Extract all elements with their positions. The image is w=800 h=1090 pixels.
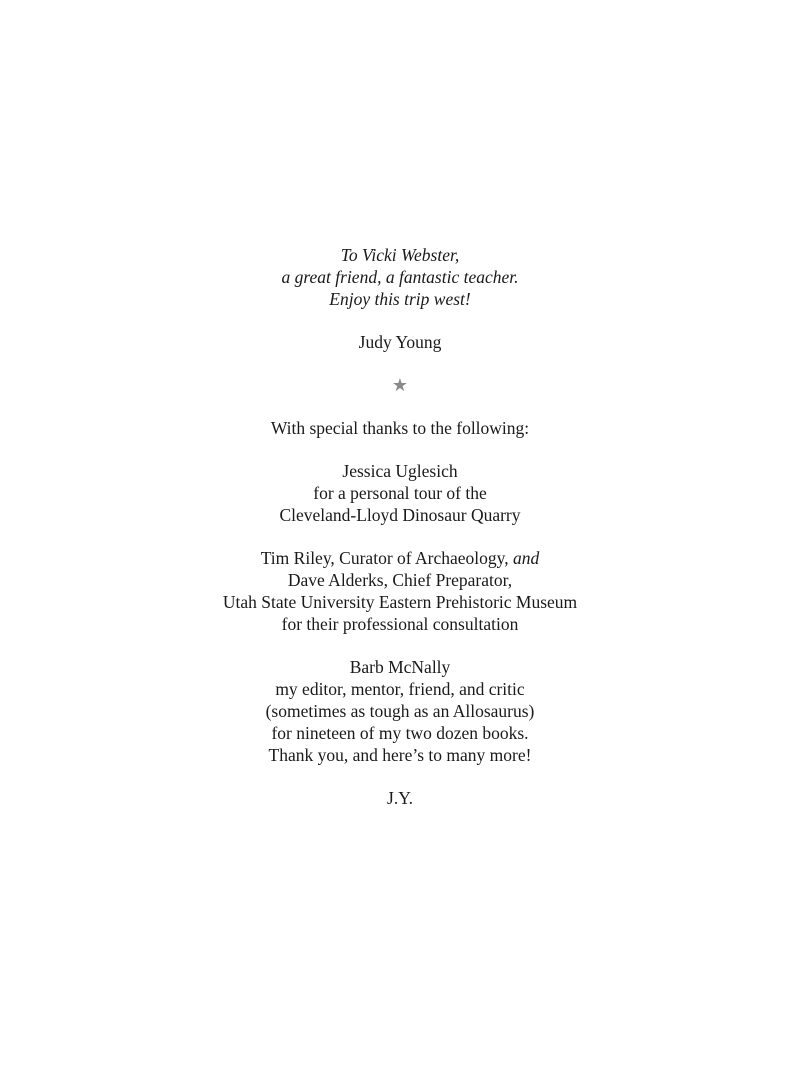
dedication-block (0, 244, 800, 310)
dedication-line: a great friend, a fantastic teacher. (281, 267, 519, 287)
acknowledgments-intro: With special thanks to the following: (270, 418, 530, 438)
acknowledgment-italic-conjunction: and (513, 548, 540, 568)
acknowledgment-line: for their professional consultation (281, 614, 519, 634)
acknowledgment-line: for nineteen of my two dozen books. (271, 723, 529, 743)
acknowledgment-line (0, 547, 800, 569)
signoff-initials: J.Y. (387, 788, 413, 808)
acknowledgment-line: Cleveland-Lloyd Dinosaur Quarry (279, 505, 521, 525)
acknowledgment-line: Dave Alderks, Chief Preparator, (287, 570, 513, 590)
dedication-line: Enjoy this trip west! (329, 289, 471, 309)
page-content (0, 244, 800, 809)
acknowledgment-text: Tim Riley, Curator of Archaeology, (260, 548, 513, 568)
acknowledgment-entry-uglesich (0, 460, 800, 526)
acknowledgment-line: my editor, mentor, friend, and critic (275, 679, 525, 699)
acknowledgment-line: Thank you, and here’s to many more! (268, 745, 532, 765)
acknowledgment-line: (sometimes as tough as an Allosaurus) (265, 701, 535, 721)
acknowledgment-entry-riley-alderks (0, 547, 800, 635)
dedication-signature: Judy Young (358, 332, 442, 352)
star-icon: ★ (391, 375, 409, 395)
acknowledgment-line: Utah State University Eastern Prehistoric Museum (222, 592, 578, 612)
acknowledgment-line: Jessica Uglesich (342, 461, 458, 481)
acknowledgment-line: Barb McNally (349, 657, 451, 677)
acknowledgment-entry-mcnally (0, 656, 800, 766)
acknowledgment-line: for a personal tour of the (313, 483, 487, 503)
dedication-line: To Vicki Webster, (340, 245, 460, 265)
